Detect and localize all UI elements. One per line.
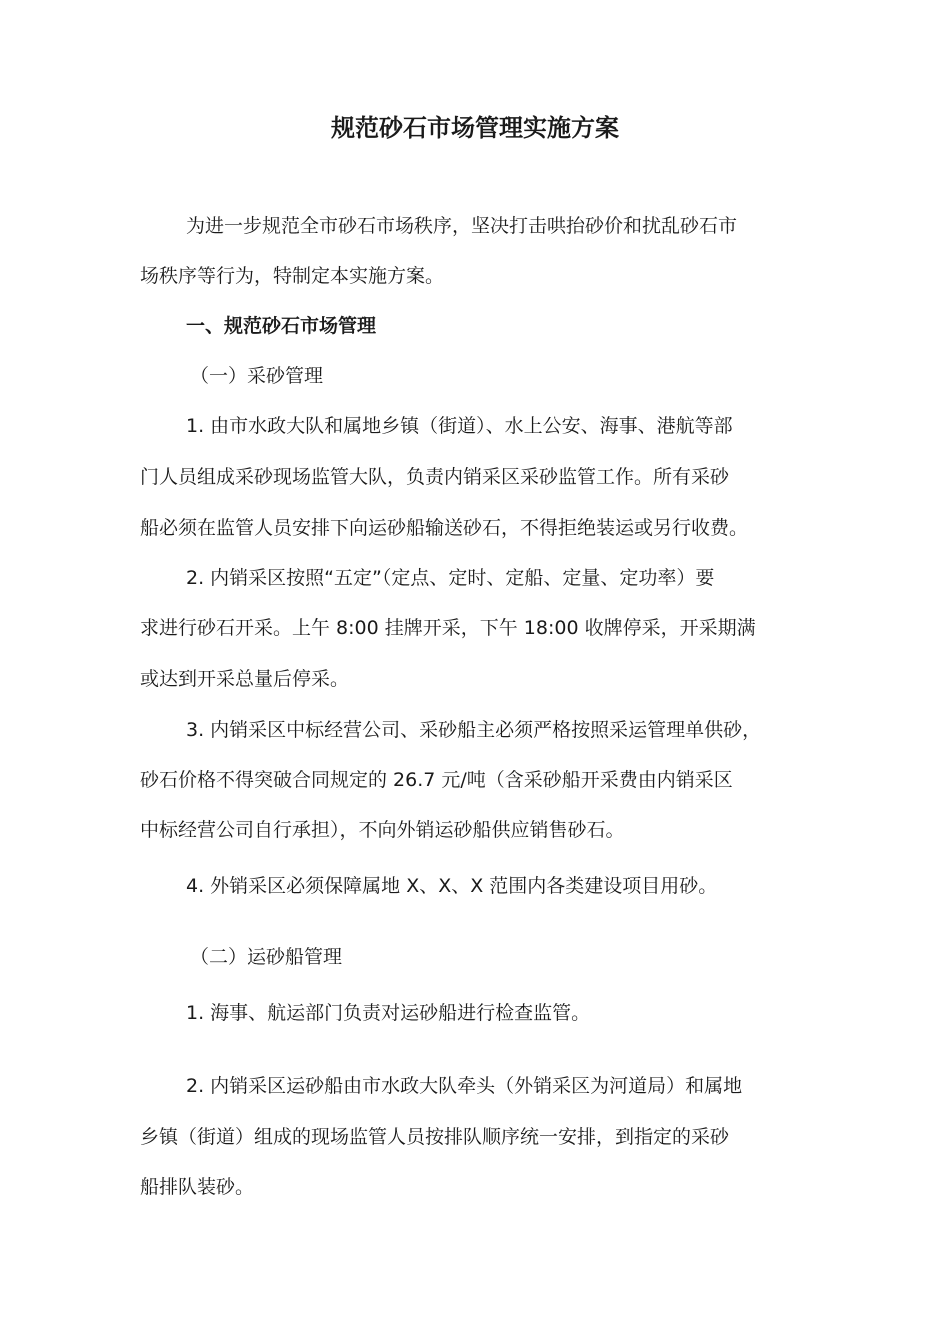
paragraph-line: 船必须在监管人员安排下向运砂船输送砂石，不得拒绝装运或另行收费。 [140,517,749,539]
subsection-heading: （二）运砂船管理 [190,946,343,968]
paragraph-line: 乡镇（街道）组成的现场监管人员按排队顺序统一安排，到指定的采砂 [140,1126,730,1148]
section-heading: 一、规范砂石市场管理 [186,315,377,337]
paragraph-line: 4. 外销采区必须保障属地 X、X、X 范围内各类建设项目用砂。 [186,875,718,897]
paragraph-line: 或达到开采总量后停采。 [140,668,350,690]
paragraph-line: 1. 海事、航运部门负责对运砂船进行检查监管。 [186,1002,591,1024]
subsection-heading: （一）采砂管理 [190,365,324,387]
paragraph-line: 门人员组成采砂现场监管大队，负责内销采区采砂监管工作。所有采砂 [140,466,730,488]
intro-line-2: 场秩序等行为，特制定本实施方案。 [140,265,445,287]
document-title: 规范砂石市场管理实施方案 [331,114,619,142]
paragraph-line: 求进行砂石开采。上午 8:00 挂牌开采，下午 18:00 收牌停采，开采期满 [140,617,756,639]
paragraph-line: 砂石价格不得突破合同规定的 26.7 元/吨（含采砂船开采费由内销采区 [140,769,733,791]
intro-line-1: 为进一步规范全市砂石市场秩序，坚决打击哄抬砂价和扰乱砂石市 [186,215,738,237]
paragraph-line: 2. 内销采区按照“五定”（定点、定时、定船、定量、定功率）要 [186,567,715,589]
paragraph-line: 中标经营公司自行承担），不向外销运砂船供应销售砂石。 [140,819,625,841]
paragraph-line: 3. 内销采区中标经营公司、采砂船主必须严格按照采运管理单供砂， [186,719,762,741]
paragraph-line: 2. 内销采区运砂船由市水政大队牵头（外销采区为河道局）和属地 [186,1075,743,1097]
paragraph-line: 1. 由市水政大队和属地乡镇（街道）、水上公安、海事、港航等部 [186,415,733,437]
paragraph-line: 船排队装砂。 [140,1176,255,1198]
